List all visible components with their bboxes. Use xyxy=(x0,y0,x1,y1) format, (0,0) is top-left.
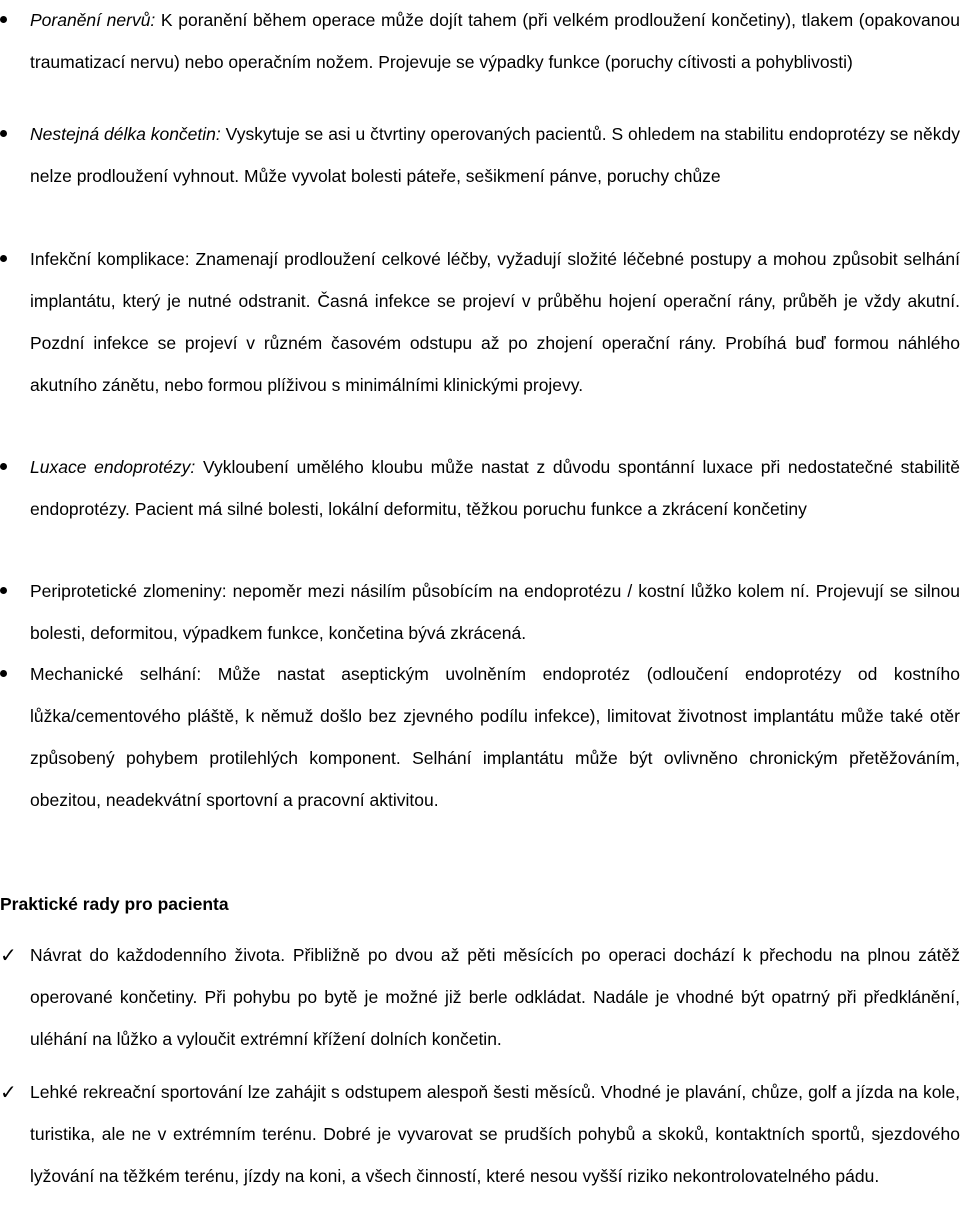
item-lead: Luxace endoprotézy: xyxy=(30,457,196,477)
item-text: Periprotetické zlomeniny: nepoměr mezi násilím působícím na endoprotézu / kostní lůžko kolem ní. Projevují se silnou bolesti, deformitou, výpadkem funkce, končetina bývá zkrácená. xyxy=(30,581,960,643)
item-text: Mechanické selhání: Může nastat aseptickým uvolněním endoprotéz (odloučení endoprotézy od kostního lůžka/cementového pláště, k němuž došlo bez zjevného podílu infekce), limitovat životnost implantátu může také otěr způsobený pohybem protilehlých komponent. Selhání implantátu může být ovlivněno chronickým přetěžováním, obezitou, neadekvátní sportovní a pracovní aktivitou. xyxy=(30,664,960,810)
list-item-infection xyxy=(30,238,960,406)
item-text: K poranění během operace může dojít tahem (při velkém prodloužení končetiny), tlakem (opakovanou traumatizací nervu) nebo operačním nožem. Projevuje se výpadky funkce (poruchy cítivosti a pohyblivosti) xyxy=(30,10,960,72)
advice-text: Lehké rekreační sportování lze zahájit s odstupem alespoň šesti měsíců. Vhodné je plavání, chůze, golf a jízda na kole, turistika, ale ne v extrémním terénu. Dobré je vyvarovat se prudších pohybů a skoků, kontaktních sportů, sjezdového lyžování na těžkém terénu, jízdy na koni, a všech činností, které nesou vyšší riziko nekontrolovatelného pádu. xyxy=(30,1082,960,1186)
advice-item-sport xyxy=(0,1071,960,1197)
bullet-icon xyxy=(0,238,24,280)
bullet-icon xyxy=(0,0,24,41)
list-item-luxation xyxy=(30,446,960,530)
item-lead: Nestejná délka končetin: xyxy=(30,124,221,144)
list-item-nerve-injury xyxy=(30,0,960,83)
bullet-icon xyxy=(0,653,24,695)
bullet-icon xyxy=(0,570,24,612)
item-text: Infekční komplikace: Znamenají prodloužení celkové léčby, vyžadují složité léčebné postupy a mohou způsobit selhání implantátu, který je nutné odstranit. Časná infekce se projeví v průběhu hojení operační rány, průběh je vždy akutní. Pozdní infekce se projeví v různém časovém odstupu až po zhojení operační rány. Probíhá buď formou náhlého akutního zánětu, nebo formou plíživou s minimálními klinickými projevy. xyxy=(30,249,960,395)
item-text: Vyskytuje se asi u čtvrtiny operovaných pacientů. S ohledem na stabilitu endoprotézy se někdy nelze prodloužení vyhnout. Může vyvolat bolesti páteře, sešikmení pánve, poruchy chůze xyxy=(30,124,960,186)
list-item-limb-length xyxy=(30,113,960,197)
advice-item-daily-life xyxy=(0,934,960,1060)
check-icon: ✓ xyxy=(0,1080,17,1104)
section-heading: Praktické rady pro pacienta xyxy=(0,894,229,914)
bullet-icon xyxy=(0,113,24,155)
list-item-mechanical-failure xyxy=(30,653,960,821)
item-text: Vykloubení umělého kloubu může nastat z důvodu spontánní luxace při nedostatečné stabilitě endoprotézy. Pacient má silné bolesti, lokální deformitu, těžkou poruchu funkce a zkrácení končetiny xyxy=(30,457,960,519)
advice-text: Návrat do každodenního života. Přibližně po dvou až pěti měsících po operaci dochází k přechodu na plnou zátěž operované končetiny. Při pohybu po bytě je možné již berle odkládat. Nadále je vhodné být opatrný při předklánění, uléhání na lůžko a vyloučit extrémní křížení dolních končetin. xyxy=(30,945,960,1049)
bullet-icon xyxy=(0,446,24,488)
list-item-fractures xyxy=(30,570,960,654)
check-icon: ✓ xyxy=(0,943,17,967)
item-lead: Poranění nervů: xyxy=(30,10,156,30)
